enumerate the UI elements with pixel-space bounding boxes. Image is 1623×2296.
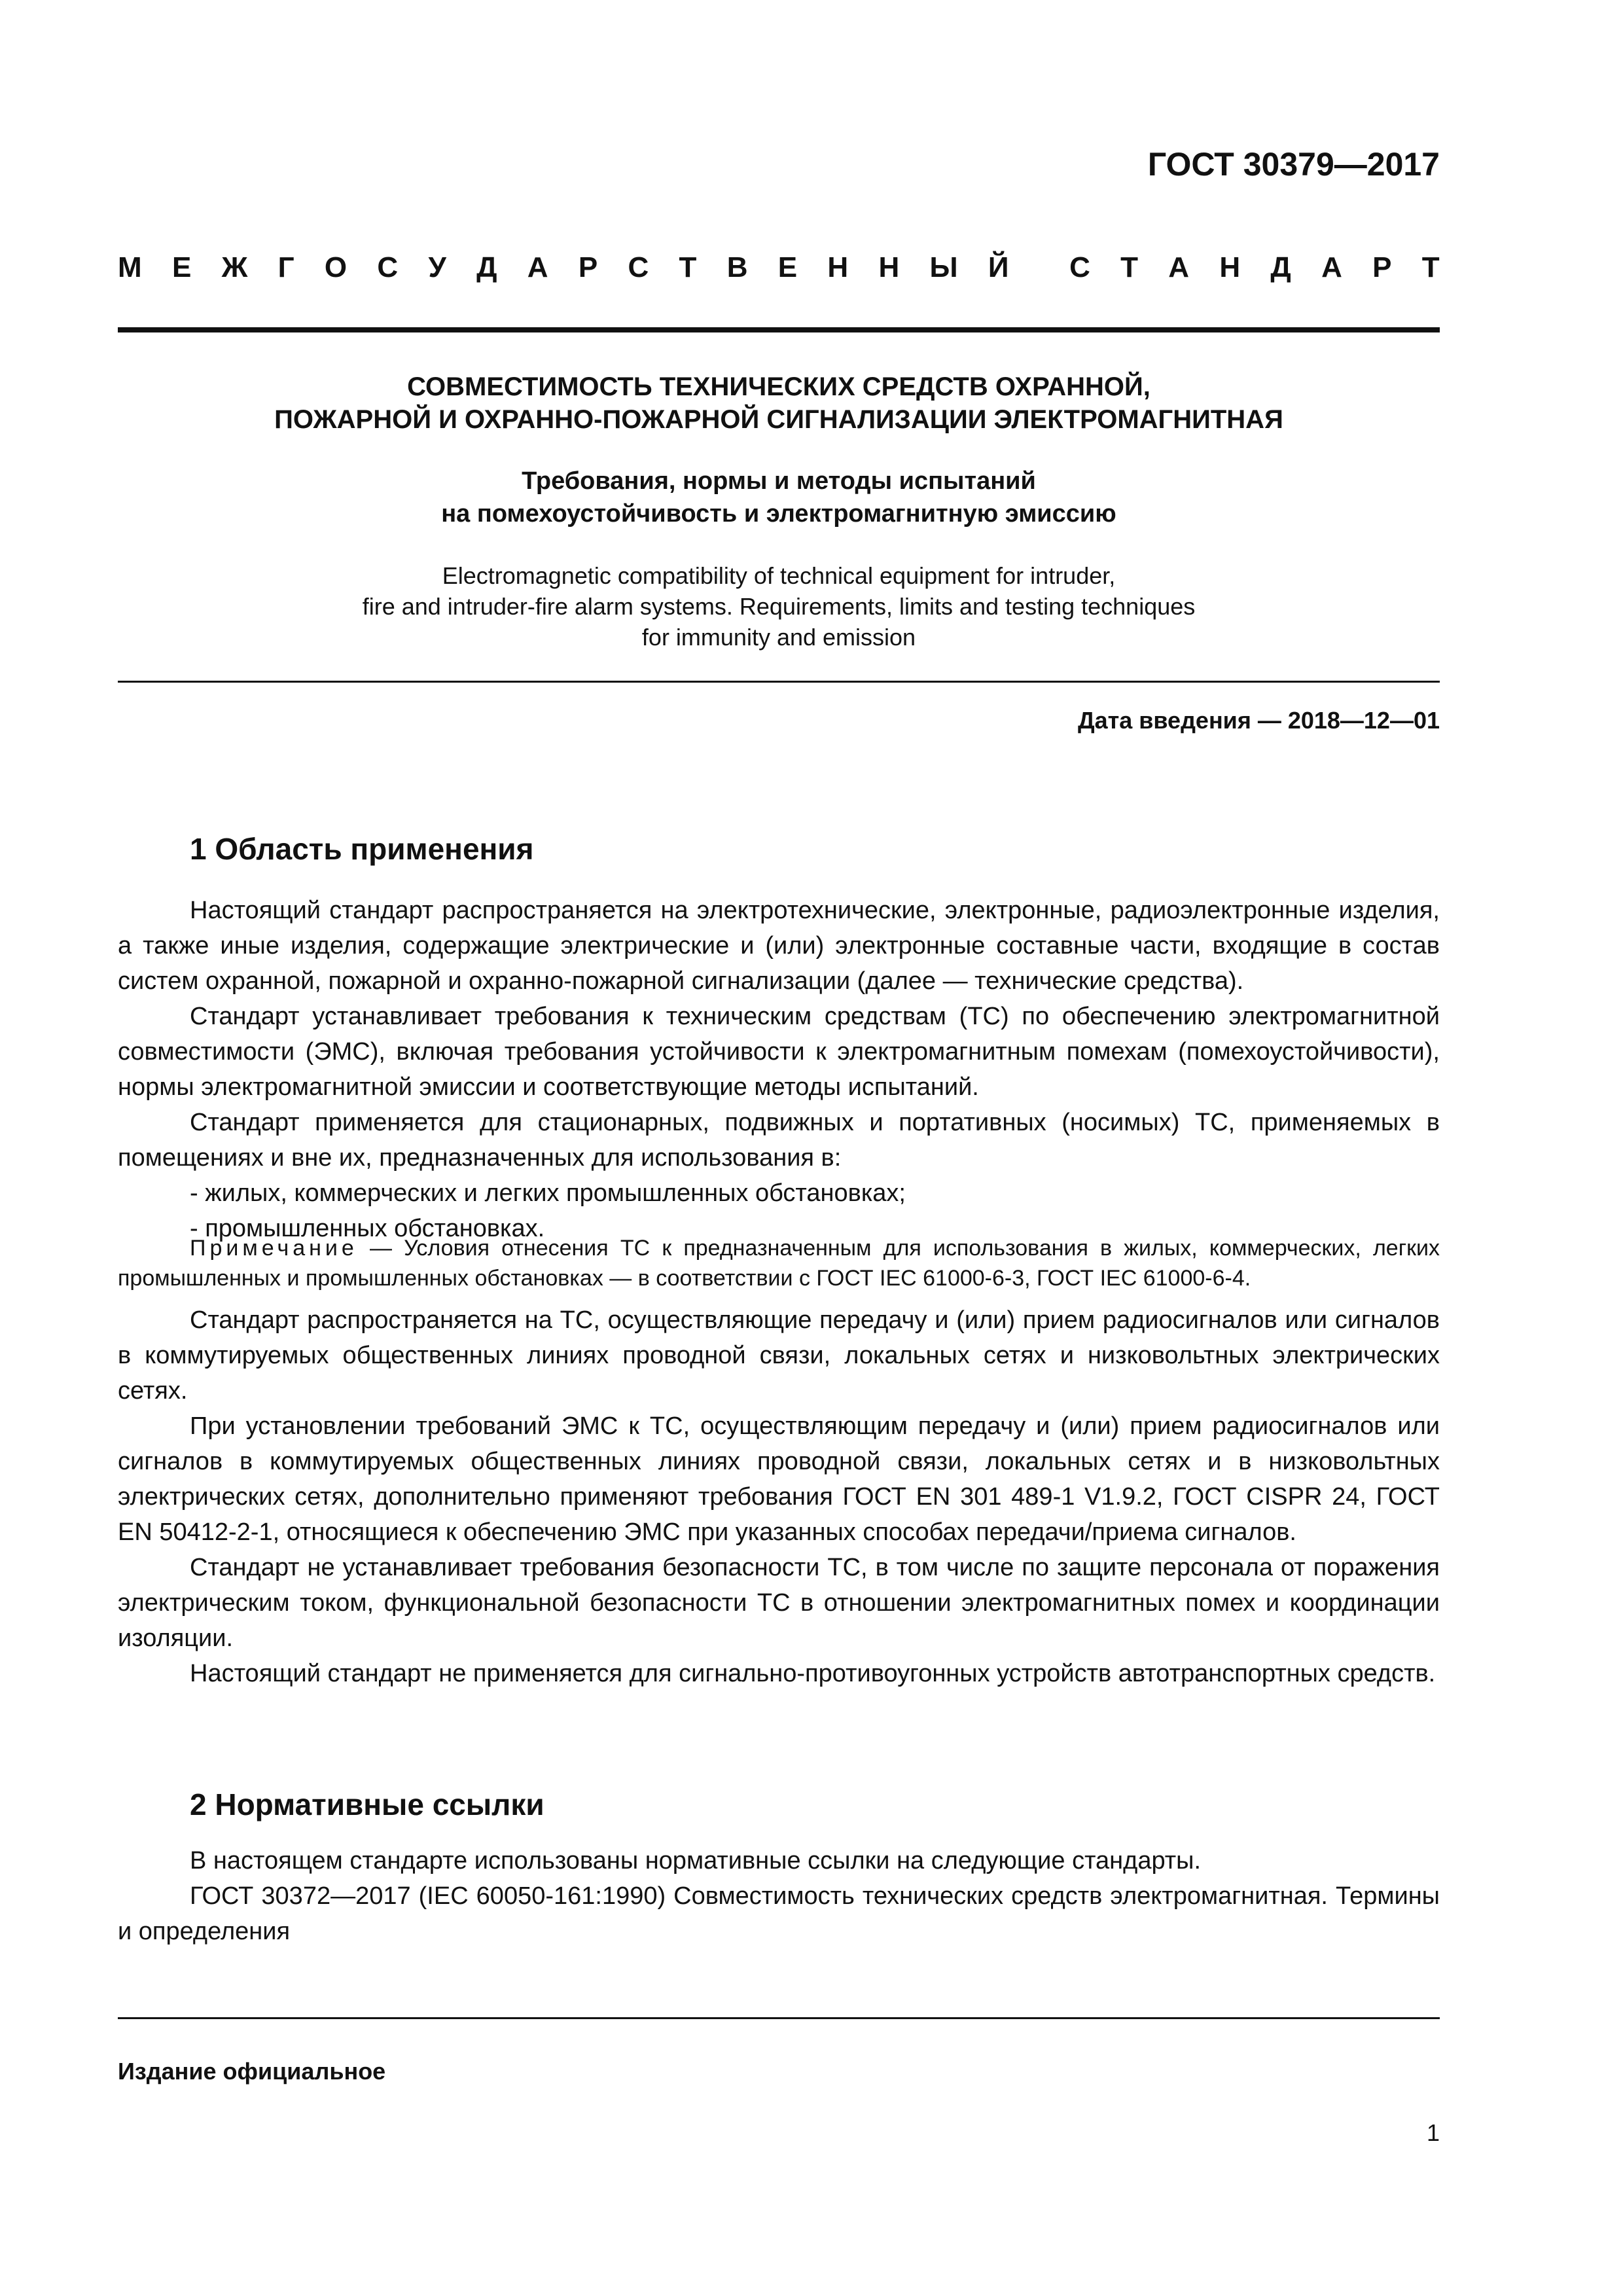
list-item: - промышленных обстановках. <box>190 1215 545 1242</box>
letter: Н <box>878 251 900 283</box>
letter: Р <box>1372 251 1392 283</box>
letter: Т <box>1120 251 1139 283</box>
paragraph: Стандарт распространяется на ТС, осуществляющие передачу и (или) прием радиосигналов или сигналов в коммутируемых общественных линиях проводной связи, локальных сетях и низковольтных электрических сетях. <box>118 1306 1440 1405</box>
paragraph: Настоящий стандарт не применяется для сигнально-противоугонных устройств автотранспортных средств. <box>190 1660 1436 1687</box>
section-2-body <box>118 1843 1440 1949</box>
paragraph: Стандарт не устанавливает требования безопасности ТС, в том числе по защите персонала от поражения электрическим током, функциональной безопасности ТС в отношении электромагнитных помех и координации изоляции. <box>118 1554 1440 1652</box>
paragraph: При установлении требований ЭМС к ТС, осуществляющим передачу и (или) прием радиосигналов или сигналов в коммутируемых общественных линиях проводной связи, локальных сетях и в низковольтных электрических сетях, дополнительно применяют требования ГОСТ EN 301 489-1 V1.9.2, ГОСТ CISPR 24, ГОСТ EN 50412-2-1, относящиеся к обеспечению ЭМС при указанных способах передачи/приема сигналов. <box>118 1412 1440 1546</box>
letter: Д <box>476 251 497 283</box>
paragraph: ГОСТ 30372—2017 (IEC 60050-161:1990) Совместимость технических средств электромагнитная. Термины и определения <box>118 1882 1440 1945</box>
letter: С <box>1069 251 1090 283</box>
paragraph: Стандарт применяется для стационарных, подвижных и портативных (носимых) ТС, применяемых в помещениях и вне их, предназначенных для использования в: <box>118 1109 1440 1172</box>
letter: А <box>1168 251 1190 283</box>
note-text: — Условия отнесения ТС к предназначенным для использования в жилых, коммерческих, легких промышленных и промышленных обстановках — в соответствии с ГОСТ IEC 61000-6-3, ГОСТ IEC 61000-6-4. <box>118 1236 1440 1291</box>
official-edition-label: Издание официальное <box>118 2058 386 2085</box>
letter: Н <box>1219 251 1241 283</box>
page-number: 1 <box>1426 2119 1440 2146</box>
paragraph: Стандарт устанавливает требования к техническим средствам (ТС) по обеспечению электромагнитной совместимости (ЭМС), включая требования устойчивости к электромагнитным помехам (помехоустойчивости), нормы электромагнитной эмиссии и соответствующие методы испытаний. <box>118 1003 1440 1101</box>
english-title-line: fire and intruder-fire alarm systems. Requirements, limits and testing techniques <box>362 593 1196 620</box>
letter: Т <box>679 251 697 283</box>
section-1-body-continued <box>118 1302 1440 1691</box>
letter: Ы <box>929 251 958 283</box>
letter: В <box>726 251 748 283</box>
title-line: ПОЖАРНОЙ И ОХРАННО-ПОЖАРНОЙ СИГНАЛИЗАЦИИ ЭЛЕКТРОМАГНИТНАЯ <box>274 405 1283 434</box>
note-label: Примечание <box>190 1236 358 1261</box>
document-subtitle <box>118 465 1440 530</box>
letter: Е <box>777 251 798 283</box>
letter: А <box>1321 251 1342 283</box>
letter: О <box>324 251 348 283</box>
letter: Й <box>988 251 1009 283</box>
section-1-heading: 1 Область применения <box>190 832 534 866</box>
letter: С <box>628 251 649 283</box>
letter: Г <box>277 251 294 283</box>
section-2-heading: 2 Нормативные ссылки <box>190 1787 544 1821</box>
letter: М <box>118 251 142 283</box>
subtitle-line: на помехоустойчивость и электромагнитную эмиссию <box>441 500 1116 528</box>
letter: С <box>377 251 399 283</box>
english-title-line: Electromagnetic compatibility of technical equipment for intruder, <box>442 562 1116 589</box>
note-block <box>118 1233 1440 1293</box>
gost-number: ГОСТ 30379—2017 <box>1147 146 1440 183</box>
letter: Р <box>578 251 598 283</box>
letter: Н <box>827 251 849 283</box>
footer-divider <box>118 2017 1440 2019</box>
letter: У <box>428 251 446 283</box>
paragraph: Настоящий стандарт распространяется на электротехнические, электронные, радиоэлектронные изделия, а также иные изделия, содержащие электрические и (или) электронные составные части, входящие в состав систем охранной, пожарной и охранно-пожарной сигнализации (далее — технические средства). <box>118 897 1440 995</box>
document-title <box>118 370 1440 436</box>
title-divider <box>118 681 1440 683</box>
list-item: - жилых, коммерческих и легких промышленных обстановках; <box>190 1179 906 1207</box>
section-1-body <box>118 893 1440 1246</box>
english-title-line: for immunity and emission <box>641 624 916 651</box>
introduction-date: Дата введения — 2018—12—01 <box>1077 707 1440 734</box>
letter: Е <box>171 251 192 283</box>
paragraph: В настоящем стандарте использованы нормативные ссылки на следующие стандарты. <box>190 1847 1202 1874</box>
header-divider <box>118 327 1440 332</box>
english-title <box>118 560 1440 653</box>
subtitle-line: Требования, нормы и методы испытаний <box>522 467 1036 495</box>
letter: Ж <box>221 251 248 283</box>
title-line: СОВМЕСТИМОСТЬ ТЕХНИЧЕСКИХ СРЕДСТВ ОХРАННОЙ, <box>407 372 1150 401</box>
document-page <box>118 0 1440 2296</box>
letter: Д <box>1270 251 1291 283</box>
doc-kind-heading <box>118 251 1440 284</box>
letter: Т <box>1421 251 1440 283</box>
letter: А <box>527 251 548 283</box>
